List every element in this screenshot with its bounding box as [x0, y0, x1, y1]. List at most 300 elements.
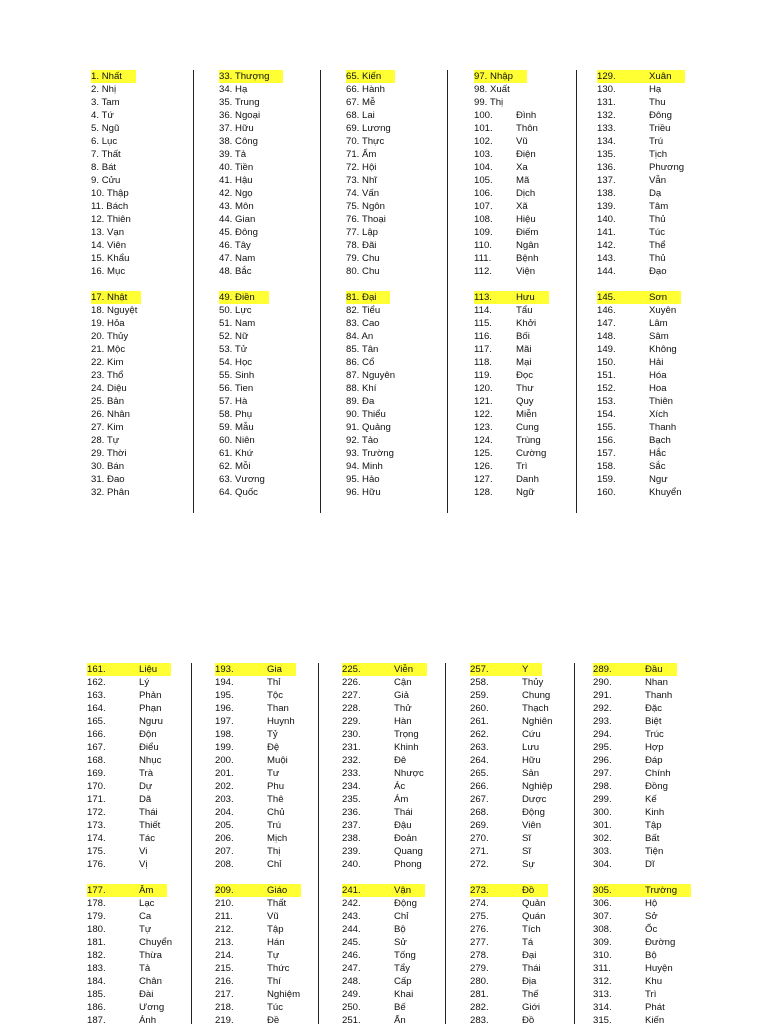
word-entry-content: [215, 1015, 279, 1026]
word-number: 56.: [219, 383, 233, 394]
word-entry: [470, 1001, 594, 1014]
vietnamese-word: Tá: [522, 937, 534, 948]
group-heading-highlight: [342, 884, 425, 897]
word-entry: [593, 754, 717, 767]
word-number: 244.: [342, 924, 361, 935]
vietnamese-word: Điền: [235, 292, 255, 303]
word-group: [215, 884, 339, 1027]
word-number: 277.: [470, 937, 489, 948]
word-entry-content: [342, 807, 413, 818]
vietnamese-word: Tự: [106, 435, 120, 446]
word-entry-content: [597, 435, 671, 446]
word-entry: [91, 343, 215, 356]
word-entry-content: [219, 396, 247, 407]
word-group: [470, 884, 594, 1027]
vietnamese-word: Khuyển: [649, 487, 682, 498]
word-entry-content: [91, 240, 126, 251]
vietnamese-word: Nữ: [235, 331, 249, 342]
word-entry: [474, 83, 598, 96]
word-entry-content: [219, 188, 253, 199]
word-number: 122.: [474, 409, 493, 420]
vietnamese-word: Sản: [522, 768, 540, 779]
word-number: 16.: [91, 266, 105, 277]
vietnamese-word: Liệu: [139, 664, 158, 675]
word-entry-content: [474, 435, 541, 446]
word-entry-content: [219, 175, 253, 186]
word-entry-content: [593, 677, 668, 688]
word-number: 187.: [87, 1015, 106, 1026]
word-entry: [219, 83, 343, 96]
word-entry: [87, 676, 211, 689]
vietnamese-word: Thất: [267, 898, 287, 909]
word-entry: [474, 148, 598, 161]
word-number: 309.: [593, 937, 612, 948]
vietnamese-word: Nam: [235, 253, 256, 264]
word-number: 181.: [87, 937, 106, 948]
word-entry: [87, 845, 211, 858]
vietnamese-word: Đáp: [645, 755, 663, 766]
word-number: 64.: [219, 487, 233, 498]
word-entry-content: [593, 911, 658, 922]
vietnamese-word: Đa: [362, 396, 375, 407]
vietnamese-word: Đường: [645, 937, 676, 948]
word-number: 184.: [87, 976, 106, 987]
word-number: 175.: [87, 846, 106, 857]
word-entry: [597, 369, 721, 382]
word-entry-content: [342, 703, 412, 714]
vietnamese-word: Quán: [522, 911, 546, 922]
word-entry-content: [219, 201, 254, 212]
word-entry-content: [593, 716, 662, 727]
vietnamese-word: Hắc: [649, 448, 667, 459]
vietnamese-word: Sắc: [649, 461, 666, 472]
word-entry-content: [342, 677, 412, 688]
word-number: 18.: [91, 305, 105, 316]
word-number: 134.: [597, 136, 616, 147]
word-number: 161.: [87, 664, 106, 675]
vietnamese-word: Thế: [522, 989, 539, 1000]
vietnamese-word: Khẩu: [107, 253, 130, 264]
word-entry: [470, 910, 594, 923]
word-entry: [346, 434, 470, 447]
word-number: 203.: [215, 794, 234, 805]
word-entry-content: [342, 729, 419, 740]
vietnamese-word: Nhân: [107, 409, 130, 420]
vietnamese-word: Thổ: [106, 370, 124, 381]
word-entry: [470, 663, 594, 676]
word-entry-content: [219, 435, 255, 446]
word-entry: [342, 962, 466, 975]
word-entry: [87, 897, 211, 910]
word-entry-content: [219, 422, 254, 433]
word-number: 158.: [597, 461, 616, 472]
word-number: 68.: [346, 110, 360, 121]
word-entry-content: [474, 136, 528, 147]
word-entry: [87, 728, 211, 741]
vietnamese-word: Thời: [106, 448, 127, 459]
word-entry: [474, 356, 598, 369]
vietnamese-word: Hải: [649, 357, 664, 368]
word-entry: [342, 702, 466, 715]
word-entry-content: [470, 755, 541, 766]
word-number: 73.: [346, 175, 360, 186]
word-entry: [91, 109, 215, 122]
word-number: 261.: [470, 716, 489, 727]
word-entry: [474, 161, 598, 174]
word-number: 200.: [215, 755, 234, 766]
vietnamese-word: Thanh: [645, 690, 673, 701]
word-number: 13.: [91, 227, 105, 238]
word-entry: [474, 109, 598, 122]
vietnamese-word: Đoản: [394, 833, 417, 844]
word-entry-content: [91, 227, 124, 238]
word-entry-content: [215, 768, 279, 779]
word-entry: [87, 1014, 211, 1027]
word-entry: [597, 122, 721, 135]
word-entry-content: [346, 253, 380, 264]
word-entry: [342, 975, 466, 988]
word-entry-content: [215, 898, 286, 909]
vietnamese-word: Giáo: [267, 885, 288, 896]
word-entry: [474, 421, 598, 434]
word-entry: [474, 343, 598, 356]
vietnamese-word: Đặc: [645, 703, 663, 714]
word-entry: [91, 187, 215, 200]
word-entry-content: [87, 794, 151, 805]
vietnamese-word: Thái: [522, 963, 541, 974]
word-number: 9.: [91, 175, 100, 186]
word-number: 15.: [91, 253, 105, 264]
vietnamese-word: Khứ: [235, 448, 254, 459]
word-number: 210.: [215, 898, 234, 909]
word-entry-content: [593, 950, 657, 961]
word-entry: [219, 486, 343, 499]
word-number: 123.: [474, 422, 493, 433]
vietnamese-word: Vẫn: [649, 175, 667, 186]
word-group: [91, 291, 215, 499]
vietnamese-word: Tam: [101, 97, 120, 108]
word-entry: [593, 780, 717, 793]
vietnamese-word: Đồ: [522, 1015, 535, 1026]
word-number: 303.: [593, 846, 612, 857]
vietnamese-word: Nhĩ: [362, 175, 377, 186]
word-entry-content: [219, 344, 247, 355]
word-number: 94.: [346, 461, 360, 472]
word-number: 131.: [597, 97, 616, 108]
word-number: 144.: [597, 266, 616, 277]
word-entry-content: [597, 253, 666, 264]
vietnamese-word: Khu: [645, 976, 663, 987]
word-entry: [91, 291, 215, 304]
vietnamese-word: Vũ: [516, 136, 528, 147]
word-entry: [597, 252, 721, 265]
word-entry: [346, 109, 470, 122]
word-number: 117.: [474, 344, 492, 355]
word-entry: [215, 728, 339, 741]
word-entry-content: [91, 253, 129, 264]
word-entry-content: [215, 807, 285, 818]
vietnamese-word: Tiền: [234, 162, 254, 173]
word-number: 137.: [597, 175, 616, 186]
word-entry-content: [593, 1015, 664, 1026]
word-number: 54.: [219, 357, 233, 368]
word-entry-content: [593, 807, 664, 818]
word-column: [87, 663, 211, 1027]
vietnamese-word: Khởi: [516, 318, 537, 329]
vietnamese-word: Lương: [362, 123, 391, 134]
word-entry: [91, 473, 215, 486]
word-entry: [219, 395, 343, 408]
word-entry-content: [346, 331, 373, 342]
word-entry: [597, 83, 721, 96]
word-number: 299.: [593, 794, 612, 805]
vietnamese-word: Cứu: [522, 729, 541, 740]
word-entry-content: [219, 409, 252, 420]
word-entry: [215, 832, 339, 845]
word-entry-content: [593, 794, 657, 805]
word-entry-content: [597, 240, 666, 251]
word-entry: [91, 135, 215, 148]
vietnamese-word: Viện: [516, 266, 536, 277]
word-entry-content: [470, 950, 536, 961]
vietnamese-word: Khinh: [394, 742, 419, 753]
vietnamese-word: Hảo: [362, 474, 380, 485]
word-entry-content: [474, 149, 536, 160]
word-entry-content: [474, 227, 538, 238]
word-number: 21.: [91, 344, 105, 355]
word-entry-content: [215, 820, 281, 831]
word-number: 1.: [91, 71, 100, 82]
word-number: 109.: [474, 227, 493, 238]
word-number: 42.: [219, 188, 233, 199]
word-number: 135.: [597, 149, 616, 160]
word-entry-content: [219, 214, 255, 225]
word-number: 225.: [342, 664, 361, 675]
word-number: 302.: [593, 833, 612, 844]
group-heading-highlight: [597, 70, 685, 83]
word-entry-content: [470, 820, 541, 831]
vietnamese-word: Ánh: [139, 1015, 157, 1026]
word-entry-content: [597, 266, 667, 277]
word-entry: [597, 356, 721, 369]
word-number: 294.: [593, 729, 612, 740]
vietnamese-word: Chính: [645, 768, 671, 779]
word-entry: [215, 845, 339, 858]
word-entry-content: [470, 729, 541, 740]
vietnamese-word: Danh: [516, 474, 539, 485]
vietnamese-word: Địa: [522, 976, 537, 987]
word-entry: [342, 910, 466, 923]
word-entry-content: [215, 937, 285, 948]
word-entry: [87, 949, 211, 962]
word-entry: [597, 265, 721, 278]
word-number: 149.: [597, 344, 616, 355]
vietnamese-word: Thừa: [139, 950, 162, 961]
word-entry-content: [91, 448, 126, 459]
word-number: 148.: [597, 331, 616, 342]
word-number: 211.: [215, 911, 233, 922]
word-entry: [215, 741, 339, 754]
vietnamese-word: Viên: [522, 820, 542, 831]
word-entry: [346, 317, 470, 330]
word-entry-content: [470, 677, 543, 688]
vietnamese-word: Quy: [516, 396, 534, 407]
vietnamese-word: Động: [394, 898, 417, 909]
vietnamese-word: Mịch: [267, 833, 288, 844]
vietnamese-word: Kiến: [362, 71, 382, 82]
word-entry-content: [470, 859, 535, 870]
vietnamese-word: Lục: [101, 136, 118, 147]
word-entry: [215, 754, 339, 767]
vietnamese-word: Nguyệt: [107, 305, 138, 316]
vietnamese-word: Đại: [522, 950, 537, 961]
vietnamese-word: Ngư: [649, 474, 668, 485]
vietnamese-word: Kim: [107, 357, 124, 368]
word-entry-content: [342, 820, 412, 831]
word-entry-content: [346, 357, 374, 368]
vietnamese-word: Ấn: [394, 1015, 406, 1026]
word-number: 111.: [474, 253, 492, 264]
word-entry: [219, 421, 343, 434]
word-number: 20.: [91, 331, 105, 342]
vietnamese-word: Hữu: [362, 487, 381, 498]
word-entry: [593, 741, 717, 754]
word-number: 41.: [219, 175, 233, 186]
vietnamese-word: Thỉ: [267, 677, 281, 688]
vietnamese-word: Tảo: [361, 435, 379, 446]
word-entry-content: [91, 162, 116, 173]
word-entry-content: [474, 318, 536, 329]
word-entry: [91, 356, 215, 369]
word-group: [593, 663, 717, 871]
word-entry: [597, 226, 721, 239]
vietnamese-word: Vị: [139, 859, 148, 870]
vietnamese-word: Đệ: [267, 742, 280, 753]
word-number: 304.: [593, 859, 612, 870]
word-entry: [470, 689, 594, 702]
word-number: 66.: [346, 84, 360, 95]
word-entry-content: [597, 357, 663, 368]
vietnamese-word: Tỷ: [267, 729, 278, 740]
vietnamese-word: Thực: [361, 136, 385, 147]
word-entry-content: [470, 898, 545, 909]
word-number: 169.: [87, 768, 106, 779]
word-number: 129.: [597, 71, 616, 82]
word-entry-content: [342, 1002, 406, 1013]
vietnamese-word: Vạn: [107, 227, 125, 238]
word-number: 23.: [91, 370, 105, 381]
word-number: 177.: [87, 885, 106, 896]
vietnamese-word: Sĩ: [522, 833, 532, 844]
word-entry: [470, 962, 594, 975]
vietnamese-word: Trì: [645, 989, 657, 1000]
word-number: 307.: [593, 911, 612, 922]
word-number: 241.: [342, 885, 361, 896]
word-entry: [215, 910, 339, 923]
word-entry: [346, 83, 470, 96]
word-number: 136.: [597, 162, 616, 173]
word-entry: [342, 728, 466, 741]
vietnamese-word: Kinh: [645, 807, 665, 818]
word-entry-content: [91, 84, 116, 95]
word-entry-content: [474, 175, 529, 186]
word-entry-content: [219, 266, 252, 277]
word-entry-content: [474, 357, 531, 368]
word-number: 119.: [474, 370, 492, 381]
word-number: 311.: [593, 963, 611, 974]
vietnamese-word: Cường: [516, 448, 547, 459]
word-entry-content: [215, 755, 288, 766]
word-entry: [91, 330, 215, 343]
word-entry: [593, 923, 717, 936]
word-number: 121.: [474, 396, 493, 407]
vietnamese-word: Thôn: [516, 123, 538, 134]
word-entry: [342, 689, 466, 702]
vietnamese-word: Viên: [107, 240, 127, 251]
vietnamese-word: Tộc: [267, 690, 283, 701]
vietnamese-word: Dịch: [516, 188, 536, 199]
vietnamese-word: Đông: [649, 110, 672, 121]
word-entry: [219, 291, 343, 304]
vietnamese-word: Đê: [394, 755, 407, 766]
word-entry-content: [470, 911, 545, 922]
vietnamese-word: Ngoại: [235, 110, 261, 121]
word-column: [470, 663, 594, 1027]
word-entry-content: [346, 110, 375, 121]
word-number: 30.: [91, 461, 105, 472]
vietnamese-word: Chân: [139, 976, 162, 987]
word-number: 107.: [474, 201, 493, 212]
word-entry: [597, 343, 721, 356]
word-number: 82.: [346, 305, 360, 316]
word-entry-content: [215, 716, 295, 727]
word-number: 77.: [346, 227, 360, 238]
word-entry-content: [219, 448, 253, 459]
word-entry: [474, 96, 598, 109]
word-entry: [219, 135, 343, 148]
vietnamese-word: Chung: [522, 690, 551, 701]
word-number: 280.: [470, 976, 489, 987]
word-entry-content: [597, 175, 666, 186]
word-entry: [597, 330, 721, 343]
word-number: 214.: [215, 950, 234, 961]
word-entry-content: [219, 474, 265, 485]
word-entry: [215, 1001, 339, 1014]
word-entry: [87, 715, 211, 728]
word-entry: [346, 135, 470, 148]
vietnamese-word: Huynh: [267, 716, 295, 727]
vietnamese-word: Nam: [235, 318, 256, 329]
vietnamese-word: Đậu: [394, 820, 412, 831]
vietnamese-word: Thê: [267, 794, 284, 805]
word-entry: [91, 174, 215, 187]
word-entry-content: [219, 383, 253, 394]
word-entry-content: [597, 383, 667, 394]
word-entry-content: [474, 305, 533, 316]
word-entry-content: [91, 435, 119, 446]
vietnamese-word: Nhị: [101, 84, 117, 95]
word-entry-content: [215, 729, 278, 740]
word-number: 3.: [91, 97, 100, 108]
word-entry-content: [470, 716, 552, 727]
word-entry: [215, 689, 339, 702]
word-group: [597, 291, 721, 499]
word-number: 229.: [342, 716, 361, 727]
word-entry-content: [346, 214, 386, 225]
word-entry-content: [470, 703, 549, 714]
word-entry: [219, 434, 343, 447]
vietnamese-word: Sơn: [649, 292, 668, 303]
